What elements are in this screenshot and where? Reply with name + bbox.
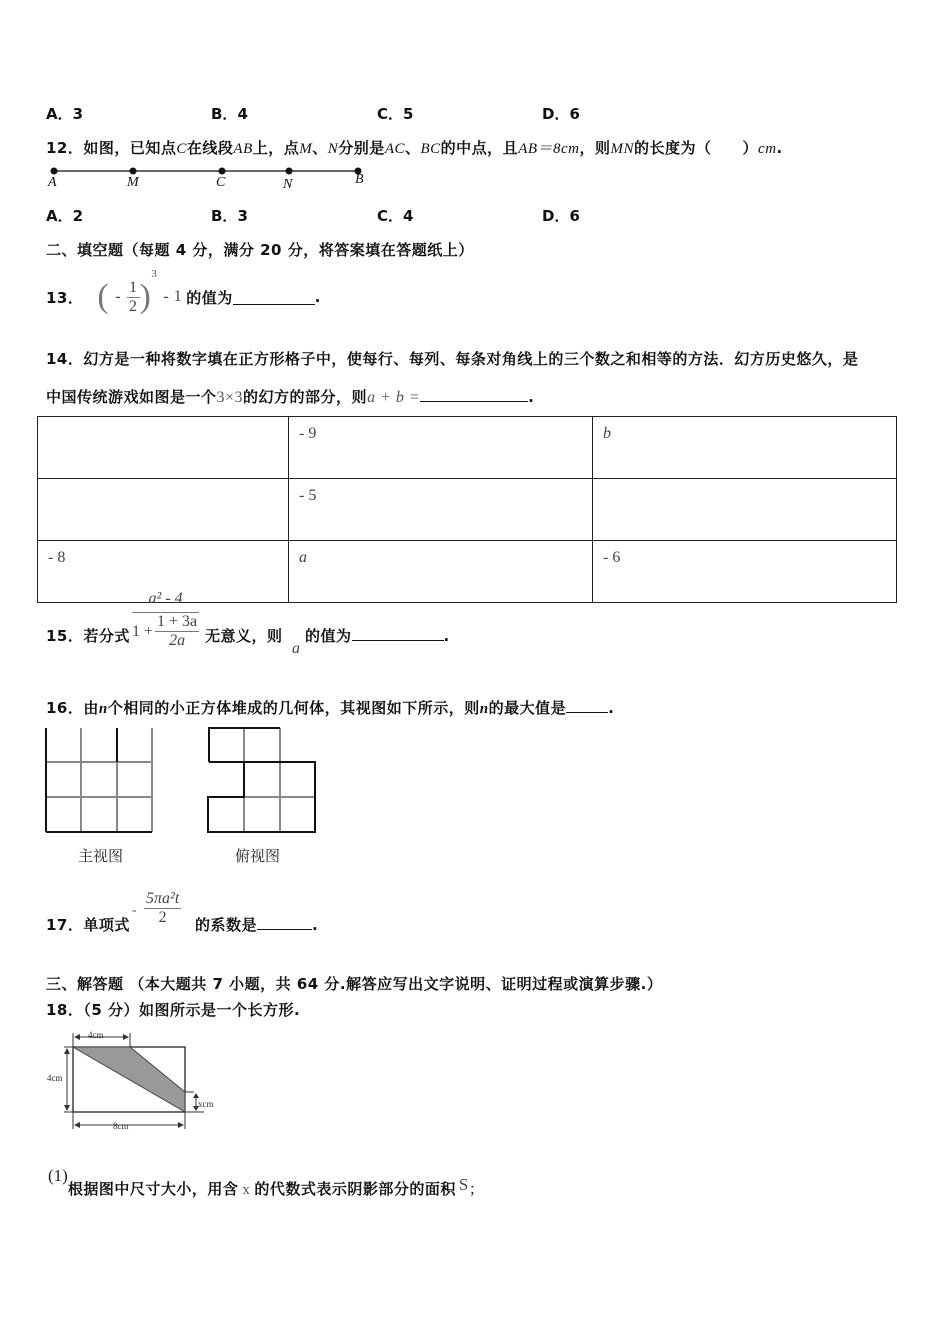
denominator: 2: [158, 909, 167, 926]
one-plus: 1 +: [132, 622, 154, 640]
var: AC: [384, 141, 405, 157]
q12-option-d: [542, 205, 580, 226]
text: 上，点: [252, 139, 300, 157]
answer-blank[interactable]: [352, 626, 444, 641]
option-value: 6: [569, 207, 580, 225]
text: ，则: [579, 139, 611, 157]
text: 的最大值是: [488, 699, 567, 717]
option-value: 4: [237, 105, 248, 123]
text: 根据图中尺寸大小，用含: [67, 1180, 239, 1198]
question-number: 14．: [46, 350, 84, 368]
point-label-b: B: [355, 172, 364, 187]
unit: cm: [561, 141, 580, 157]
math: a + b =: [367, 389, 421, 406]
denominator: 2: [129, 297, 138, 315]
text: .: [443, 627, 450, 645]
text: 在线段: [186, 139, 234, 157]
front-view-label: 主视图: [78, 847, 124, 865]
q18-part1: [48, 1166, 485, 1198]
table-cell: - 8: [38, 541, 289, 603]
option-letter: A．: [46, 207, 73, 225]
q12-option-a: [46, 205, 83, 226]
var: MN: [610, 141, 635, 157]
q15-number: [46, 625, 130, 646]
magic-square-table: [37, 416, 897, 603]
part-number: (1): [48, 1166, 68, 1185]
q17-stem: [46, 914, 130, 935]
q17-fraction: [144, 890, 181, 927]
q12-option-b: [211, 205, 248, 226]
text: 的值为: [186, 288, 233, 307]
neg-sign: -: [115, 288, 122, 305]
q14-line-2: [46, 386, 534, 407]
table-cell: [593, 479, 897, 541]
text: 的代数式表示阴影部分的面积: [254, 1180, 456, 1198]
var: M: [299, 141, 313, 157]
top-view-label: 俯视图: [235, 847, 281, 865]
option-value: 2: [72, 207, 84, 225]
table-cell: - 5: [289, 479, 593, 541]
text: .: [314, 288, 321, 306]
text: （5 分）如图所示是一个长方形.: [83, 1001, 301, 1019]
option-value: 6: [569, 105, 580, 123]
outer-denominator: [132, 613, 199, 650]
var: N: [327, 141, 339, 157]
var: AB＝8: [518, 141, 562, 157]
table-row: [38, 417, 897, 479]
q11-option-a: [46, 103, 83, 124]
minus-one: - 1: [163, 288, 183, 305]
point-label-n: N: [283, 177, 293, 192]
text: 幻方是一种将数字填在正方形格子中，使每行、每列、每条对角线上的三个数之和相等的方法．幻方历史悠久，是: [83, 350, 859, 368]
answer-blank[interactable]: [566, 698, 608, 713]
point-label-m: M: [127, 175, 139, 190]
question-number: 18．: [46, 1001, 84, 1019]
q15-var: a: [292, 640, 300, 657]
text: .: [776, 139, 783, 157]
text: 若分式: [83, 627, 130, 645]
q12-stem: [46, 137, 783, 158]
numerator: 1: [129, 278, 138, 296]
text: .: [312, 916, 319, 934]
table-cell: a: [289, 541, 593, 603]
numerator-text: a² - 4: [148, 590, 183, 607]
table-cell: - 9: [289, 417, 593, 479]
fraction: [127, 279, 140, 316]
label-left-4cm: 4cm: [47, 1073, 63, 1083]
option-letter: C．: [377, 105, 404, 123]
label-bottom-8cm: 8cm: [113, 1121, 129, 1131]
text: 的长度为（ ）: [634, 139, 759, 157]
answer-blank[interactable]: [233, 290, 315, 305]
text: 、: [312, 139, 328, 157]
q17-tail: [195, 914, 318, 935]
q11-option-b: [211, 103, 248, 124]
right-paren: ): [139, 278, 152, 315]
answer-blank[interactable]: [420, 387, 528, 402]
q15-tail: [305, 625, 450, 646]
var: C: [176, 141, 187, 157]
option-letter: A．: [46, 105, 73, 123]
math: 3×3: [216, 389, 244, 406]
text: 如图，已知点: [83, 139, 177, 157]
text: 分别是: [338, 139, 385, 157]
top-view-diagram: [205, 726, 320, 836]
question-number: 16．: [46, 699, 84, 717]
label-top-4cm: 4cm: [88, 1030, 104, 1040]
table-cell: b: [593, 417, 897, 479]
question-number: 15．: [46, 627, 84, 645]
text: 的系数是: [195, 916, 258, 934]
q13-stem: [46, 268, 321, 322]
point-label-c: C: [216, 175, 226, 190]
q16-stem: [46, 697, 614, 718]
text: 的中点，且: [440, 139, 519, 157]
table-row: [38, 479, 897, 541]
unit: cm: [758, 141, 777, 157]
section-2-heading: 二、填空题（每题 4 分，满分 20 分，将答案填在答题纸上）: [46, 241, 474, 259]
part1-text: [67, 1175, 485, 1198]
point-label-a: A: [48, 175, 57, 190]
table-cell: - 6: [593, 541, 897, 603]
q11-option-c: [377, 103, 413, 124]
var: n: [98, 701, 108, 717]
option-letter: C．: [377, 207, 404, 225]
question-number: 13．: [46, 288, 84, 307]
inner-denominator: 2a: [169, 632, 186, 649]
text: .: [608, 699, 615, 717]
q15-compound-fraction: [132, 590, 199, 650]
outer-numerator: [132, 590, 199, 613]
var: n: [479, 701, 489, 717]
table-cell: [38, 417, 289, 479]
option-value: 3: [237, 207, 248, 225]
var: S: [458, 1175, 469, 1194]
section-3-heading: 三、解答题 （本大题共 7 小题，共 64 分.解答应写出文字说明、证明过程或演算步骤.）: [46, 975, 663, 993]
inner-numerator: 1 + 3a: [157, 613, 198, 630]
text: 的幻方的部分，则: [243, 388, 368, 406]
answer-blank[interactable]: [257, 915, 312, 930]
left-paren: (: [97, 278, 110, 315]
label-right-xcm: xcm: [198, 1099, 214, 1109]
inner-fraction: [155, 613, 199, 650]
q12-option-c: [377, 205, 413, 226]
option-value: 5: [403, 105, 414, 123]
option-letter: D．: [542, 105, 570, 123]
text: 个相同的小正方体堆成的几何体，其视图如下所示，则: [107, 699, 480, 717]
text: 无意义，则: [205, 627, 283, 645]
text: 中国传统游戏如图是一个: [46, 388, 217, 406]
q11-option-d: [542, 103, 580, 124]
option-value: 4: [403, 207, 414, 225]
var: x: [242, 1182, 251, 1198]
front-view-diagram: [42, 726, 157, 836]
text: ；: [468, 1182, 485, 1198]
q15-text: [205, 625, 283, 646]
option-value: 3: [72, 105, 84, 123]
question-number: 12．: [46, 139, 84, 157]
option-letter: D．: [542, 207, 570, 225]
exponent: 3: [151, 268, 158, 280]
question-number: 17．: [46, 916, 84, 934]
option-letter: B．: [211, 105, 238, 123]
q17-neg-sign: -: [132, 903, 137, 918]
q12-number-line-diagram: [44, 163, 374, 193]
text: .: [528, 388, 535, 406]
text: 的值为: [305, 627, 352, 645]
option-letter: B．: [211, 207, 238, 225]
rectangle-diagram: [44, 1030, 224, 1135]
var: AB: [233, 141, 253, 157]
text: 、: [404, 139, 421, 157]
q14-line-1: [46, 348, 858, 369]
q18-stem: [46, 999, 300, 1020]
text: 由: [83, 699, 99, 717]
numerator: 5πa²t: [146, 890, 180, 907]
text: 单项式: [83, 916, 130, 934]
var: BC: [420, 141, 441, 157]
table-cell: [38, 479, 289, 541]
